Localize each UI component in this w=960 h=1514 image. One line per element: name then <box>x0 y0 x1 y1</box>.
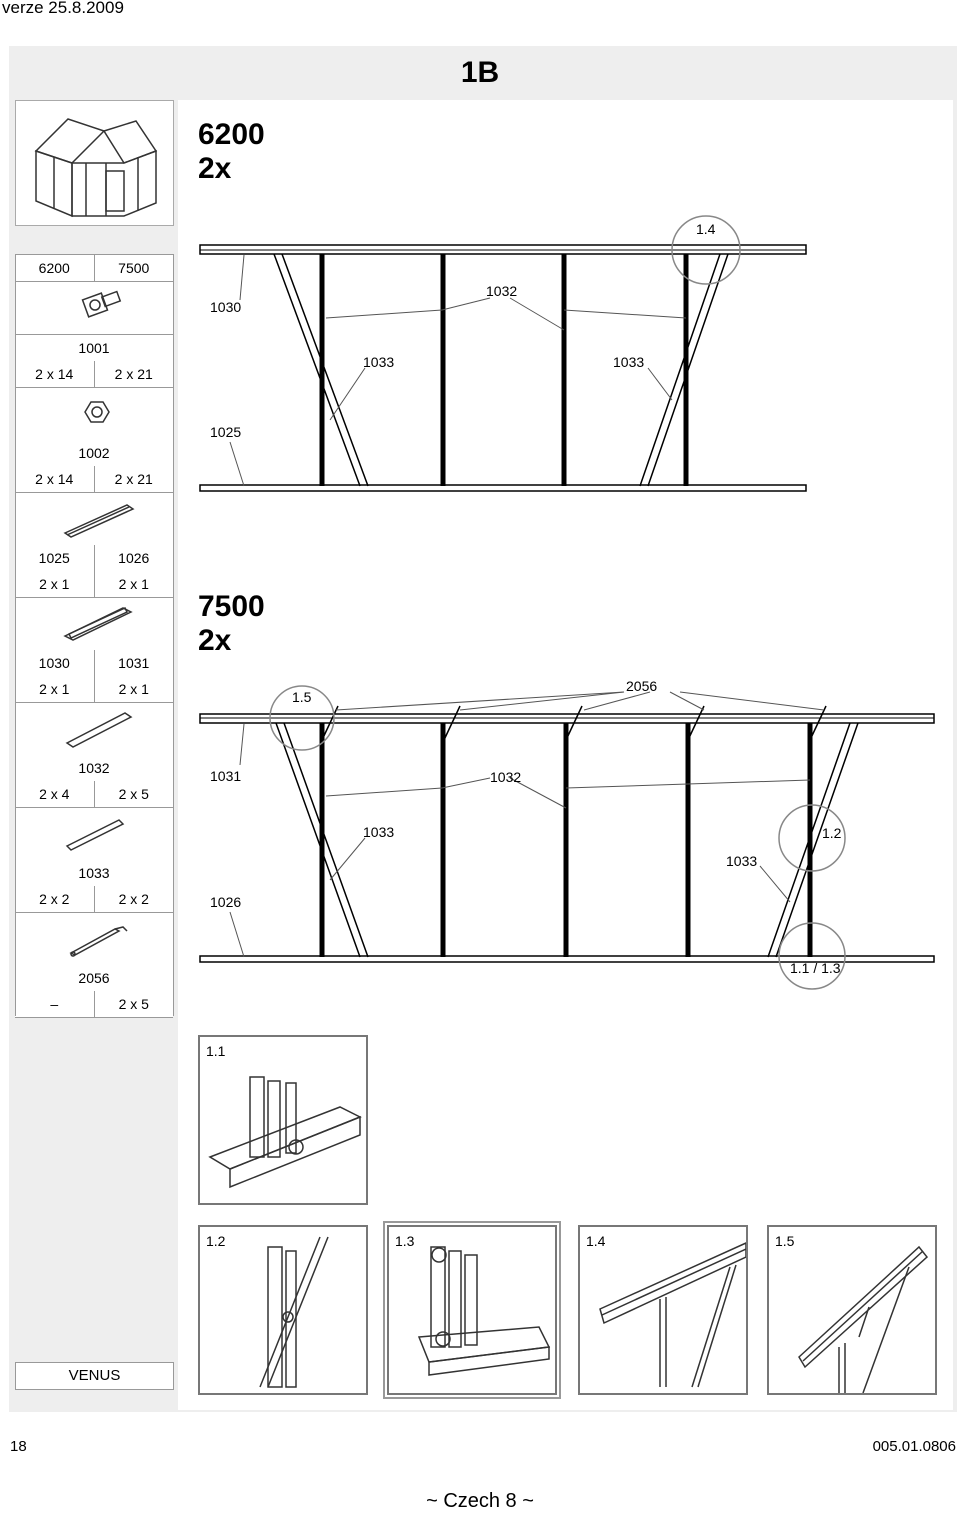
part-code: 1002 <box>78 445 110 461</box>
label-1032: 1032 <box>486 283 518 299</box>
detail-1-1 <box>198 1035 368 1205</box>
part-code: 1031 <box>118 655 150 671</box>
part-code-row <box>15 755 173 782</box>
qty-6200: 2 x 2 <box>15 886 95 912</box>
bar-profile-icon <box>15 493 173 545</box>
document-code: 005.01.0806 <box>872 1438 956 1455</box>
detail-label: 1.2 <box>206 1233 226 1249</box>
detail-brace-icon <box>769 1227 935 1393</box>
detail-label: 1.5 <box>775 1233 795 1249</box>
part-image <box>15 493 173 546</box>
label-1033: 1033 <box>363 354 395 370</box>
callout-1-1-1-3: 1.1 / 1.3 <box>790 960 841 976</box>
qty-6200: 2 x 1 <box>15 571 95 597</box>
detail-joint-icon <box>200 1037 366 1203</box>
detail-upright-icon <box>200 1227 366 1393</box>
diagonal-strut-icon <box>15 808 173 860</box>
label-2056: 2056 <box>626 678 658 694</box>
qty-6200: – <box>15 991 95 1017</box>
part-code-row <box>15 335 173 362</box>
detail-1-4 <box>578 1225 748 1395</box>
model-6200-name: 6200 <box>198 118 265 151</box>
detail-rail-icon <box>580 1227 746 1393</box>
part-code: 1033 <box>78 865 110 881</box>
frame-diagram-7500 <box>180 670 940 1000</box>
part-qty-row <box>15 361 173 388</box>
model-6200-qty: 2x <box>198 152 232 185</box>
qty-7500: 2 x 2 <box>118 891 149 907</box>
part-image <box>15 703 173 756</box>
label-1026: 1026 <box>210 894 242 910</box>
part-image <box>15 388 173 441</box>
part-code: 1001 <box>78 340 110 356</box>
part-qty-row <box>15 676 173 703</box>
callout-1-2: 1.2 <box>822 825 842 841</box>
part-qty-row <box>15 571 173 598</box>
bolt-icon <box>15 282 173 334</box>
column-header: 7500 <box>118 260 150 276</box>
part-code-row <box>15 440 173 467</box>
detail-label: 1.4 <box>586 1233 606 1249</box>
qty-7500: 2 x 5 <box>118 996 149 1012</box>
language-footer: ~ Czech 8 ~ <box>426 1490 534 1512</box>
part-image <box>15 598 173 651</box>
qty-7500: 2 x 5 <box>118 786 149 802</box>
part-code: 1030 <box>15 650 95 676</box>
detail-label: 1.1 <box>206 1043 226 1059</box>
qty-7500: 2 x 21 <box>114 366 153 382</box>
detail-base-icon <box>389 1227 555 1393</box>
part-qty-row <box>15 466 173 493</box>
label-1033: 1033 <box>613 354 645 370</box>
label-1031: 1031 <box>210 768 242 784</box>
detail-1-5 <box>767 1225 937 1395</box>
qty-6200: 2 x 14 <box>15 466 95 492</box>
version-label: verze 25.8.2009 <box>2 0 124 17</box>
part-code: 1025 <box>15 545 95 571</box>
nut-icon <box>15 388 173 440</box>
model-7500-qty: 2x <box>198 624 232 657</box>
label-1033: 1033 <box>726 853 758 869</box>
part-code-row <box>15 860 173 887</box>
greenhouse-icon <box>16 101 173 225</box>
qty-7500: 2 x 21 <box>114 471 153 487</box>
part-image <box>15 282 173 335</box>
qty-6200: 2 x 4 <box>15 781 95 807</box>
detail-label: 1.3 <box>395 1233 415 1249</box>
part-image <box>15 913 173 966</box>
label-1030: 1030 <box>210 299 242 315</box>
part-code-row <box>15 650 173 677</box>
parts-header-row <box>15 255 173 282</box>
callout-1-5: 1.5 <box>292 689 312 705</box>
part-code: 1032 <box>78 760 110 776</box>
detail-1-3 <box>387 1225 557 1395</box>
frame-diagram-6200 <box>180 210 820 500</box>
part-qty-row <box>15 886 173 913</box>
qty-7500: 2 x 1 <box>118 681 149 697</box>
part-code-row <box>15 545 173 572</box>
part-code-row <box>15 965 173 992</box>
part-code: 2056 <box>78 970 110 986</box>
part-qty-row <box>15 781 173 808</box>
part-qty-row <box>15 991 173 1018</box>
step-title: 1B <box>460 56 500 89</box>
model-7500-name: 7500 <box>198 590 265 623</box>
series-label: VENUS <box>15 1362 174 1390</box>
label-1025: 1025 <box>210 424 242 440</box>
qty-6200: 2 x 1 <box>15 676 95 702</box>
part-image <box>15 808 173 861</box>
column-header: 6200 <box>15 255 95 281</box>
upright-profile-icon <box>15 703 173 755</box>
detail-1-2 <box>198 1225 368 1395</box>
brace-icon <box>15 913 173 965</box>
qty-6200: 2 x 14 <box>15 361 95 387</box>
page-number: 18 <box>10 1438 27 1455</box>
label-1032: 1032 <box>490 769 522 785</box>
rail-profile-icon <box>15 598 173 650</box>
label-1033: 1033 <box>363 824 395 840</box>
part-code: 1026 <box>118 550 150 566</box>
callout-1-4: 1.4 <box>696 221 716 237</box>
parts-table <box>15 254 173 1012</box>
greenhouse-thumbnail <box>15 100 174 226</box>
qty-7500: 2 x 1 <box>118 576 149 592</box>
